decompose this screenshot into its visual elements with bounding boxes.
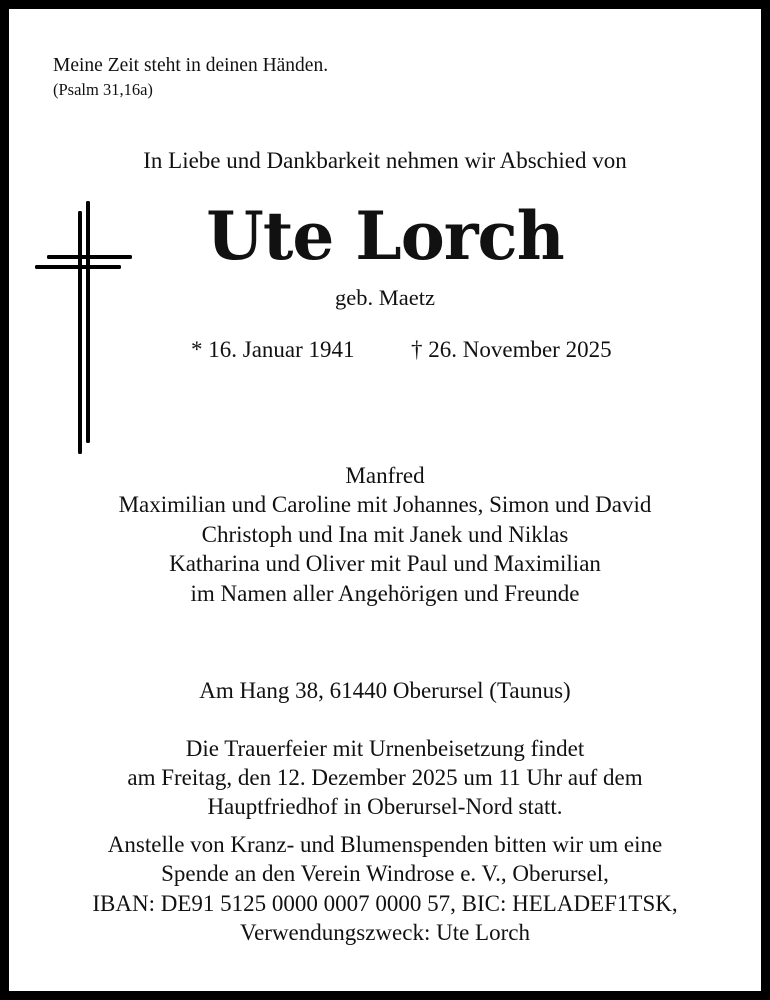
mourner-line: Christoph und Ina mit Janek und Niklas	[201, 522, 569, 547]
donation-line: IBAN: DE91 5125 0000 0007 0000 57, BIC: HELADEF1TSK,	[92, 891, 678, 916]
maiden-name: geb. Maetz	[335, 285, 435, 310]
donation-line: Verwendungszweck: Ute Lorch	[240, 920, 530, 945]
mourner-line: Manfred	[345, 463, 425, 488]
ceremony-line: Hauptfriedhof in Oberursel-Nord statt.	[207, 794, 563, 819]
donation-line: Spende an den Verein Windrose e. V., Oberursel,	[161, 861, 609, 886]
ceremony-line: Die Trauerfeier mit Urnenbeisetzung findet	[185, 736, 585, 761]
donation-line: Anstelle von Kranz- und Blumenspenden bitten wir um eine	[107, 832, 663, 857]
bible-verse: Meine Zeit steht in deinen Händen.	[53, 55, 329, 76]
address: Am Hang 38, 61440 Oberursel (Taunus)	[199, 678, 571, 703]
farewell-intro: In Liebe und Dankbarkeit nehmen wir Abschied von	[143, 148, 627, 173]
mourner-line: Katharina und Oliver mit Paul und Maximilian	[169, 551, 601, 576]
deceased-name: Ute Lorch	[206, 197, 564, 275]
birth-date: * 16. Januar 1941	[191, 337, 355, 362]
mourner-line: Maximilian und Caroline mit Johannes, Simon und David	[118, 492, 652, 517]
death-date: † 26. November 2025	[411, 337, 612, 362]
mourner-line: im Namen aller Angehörigen und Freunde	[190, 581, 580, 606]
bible-verse-reference: (Psalm 31,16a)	[53, 80, 153, 99]
ceremony-line: am Freitag, den 12. Dezember 2025 um 11 Uhr auf dem	[127, 765, 643, 790]
